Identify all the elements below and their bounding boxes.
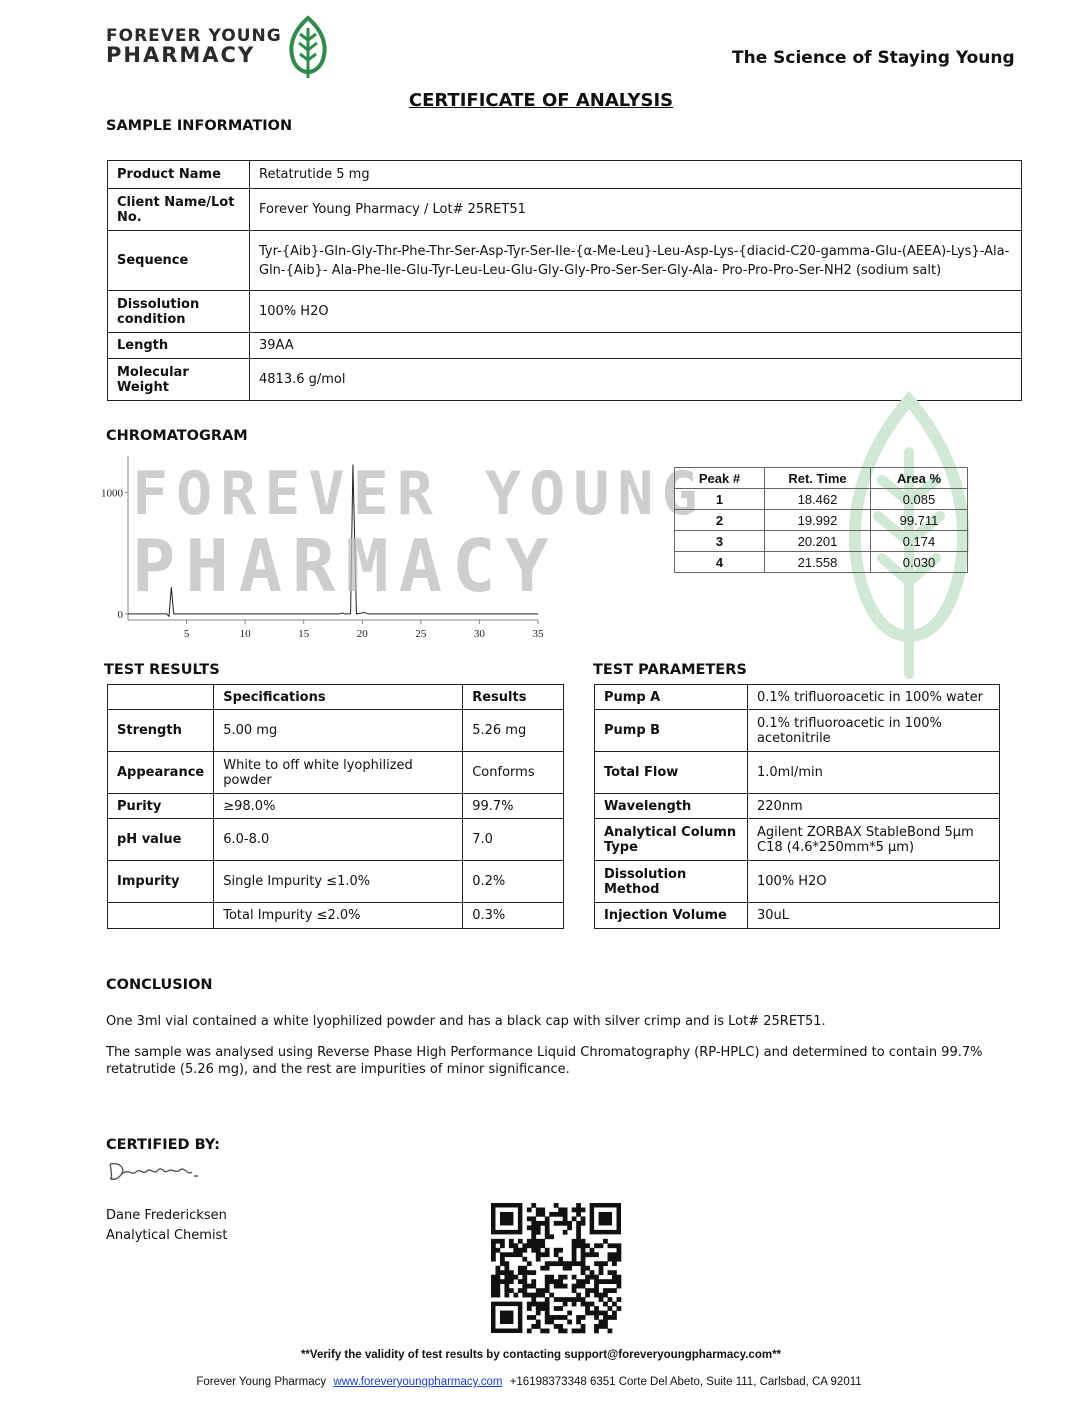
conclusion-heading: CONCLUSION	[106, 977, 213, 993]
table-row	[108, 819, 564, 861]
result-spec: ≥98.0%	[214, 794, 463, 819]
sample-value: 100% H2O	[250, 291, 1022, 333]
qr-code-icon	[491, 1203, 621, 1333]
certifier-name: Dane Fredericksen	[106, 1208, 227, 1223]
peak-header: Area %	[871, 468, 968, 489]
result-spec: 5.00 mg	[214, 710, 463, 752]
table-row	[108, 752, 564, 794]
certifier-role: Analytical Chemist	[106, 1228, 228, 1243]
param-label: Pump B	[595, 710, 748, 752]
table-row	[595, 752, 1000, 794]
series-line	[128, 465, 538, 617]
result-spec: White to off white lyophilized powder	[214, 752, 463, 794]
param-label: Analytical Column Type	[595, 819, 748, 861]
sample-value: Tyr-{Aib}-Gln-Gly-Thr-Phe-Thr-Ser-Asp-Tyr-Ser-Ile-{α-Me-Leu}-Leu-Asp-Lys-{diacid-C20-gamma-Glu-(AEEA)-Lys}-Ala-Gln-{Aib}- Ala-Phe-Ile-Glu-Tyr-Leu-Leu-Glu-Gly-Gly-Pro-Ser-Ser-Gly-Ala- Pro-Pro-Pro-Ser-NH2 (sodium salt)	[250, 231, 1022, 291]
table-row	[595, 685, 1000, 710]
footer-contact: +16198373348 6351 Corte Del Abeto, Suite 111, Carlsbad, CA 92011	[509, 1376, 862, 1388]
table-row	[595, 710, 1000, 752]
logo	[106, 28, 336, 80]
peak-cell: 1	[675, 489, 765, 510]
peak-cell: 0.085	[871, 489, 968, 510]
result-label: Purity	[108, 794, 214, 819]
param-label: Dissolution Method	[595, 861, 748, 903]
conclusion-para2: The sample was analysed using Reverse Phase High Performance Liquid Chromatography (RP-HPLC) and determined to contain 99.7% retatrutide (5.26 mg), and the rest are impurities of minor significance.	[106, 1045, 983, 1077]
table-row	[108, 685, 564, 710]
tagline: The Science of Staying Young	[732, 48, 1015, 68]
param-value: 30uL	[748, 903, 1000, 929]
peak-cell: 3	[675, 531, 765, 552]
x-tick-label: 10	[239, 628, 251, 640]
param-value: 1.0ml/min	[748, 752, 1000, 794]
conclusion-para1: One 3ml vial contained a white lyophilized powder and has a black cap with silver crimp and is Lot# 25RET51.	[106, 1014, 826, 1029]
table-row	[675, 510, 968, 531]
table-row	[595, 861, 1000, 903]
sample-information-table	[107, 160, 1022, 401]
x-tick-label: 30	[473, 628, 485, 640]
table-row	[108, 161, 1022, 189]
sample-label: Dissolution condition	[108, 291, 250, 333]
result-value: 7.0	[463, 819, 564, 861]
param-value: 0.1% trifluoroacetic in 100% acetonitrile	[748, 710, 1000, 752]
table-row	[108, 710, 564, 752]
chromatogram-plot	[101, 456, 544, 640]
param-value: Agilent ZORBAX StableBond 5μm C18 (4.6*250mm*5 μm)	[748, 819, 1000, 861]
sample-label: Product Name	[108, 161, 250, 189]
x-tick-label: 20	[356, 628, 368, 640]
table-row	[675, 489, 968, 510]
param-label: Injection Volume	[595, 903, 748, 929]
peak-cell: 18.462	[765, 489, 871, 510]
param-label: Wavelength	[595, 794, 748, 819]
results-header: Specifications	[214, 685, 463, 710]
logo-line2: PHARMACY	[106, 43, 256, 67]
page-title: CERTIFICATE OF ANALYSIS	[408, 90, 674, 111]
sample-information-heading: SAMPLE INFORMATION	[106, 118, 293, 134]
leaf-logo-icon	[284, 14, 332, 80]
logo-line1: FOREVER YOUNG	[106, 26, 282, 46]
peak-cell: 0.030	[871, 552, 968, 573]
result-label: pH value	[108, 819, 214, 861]
param-value: 220nm	[748, 794, 1000, 819]
verify-note: **Verify the validity of test results by contacting support@foreveryoungpharmacy.com**	[300, 1349, 782, 1361]
table-row	[108, 291, 1022, 333]
test-parameters-table	[594, 684, 1000, 929]
peak-table	[674, 467, 968, 573]
sample-value: 39AA	[250, 333, 1022, 359]
table-row	[108, 861, 564, 903]
result-value: 99.7%	[463, 794, 564, 819]
result-value: Conforms	[463, 752, 564, 794]
sample-label: Molecular Weight	[108, 359, 250, 401]
param-value: 0.1% trifluoroacetic in 100% water	[748, 685, 1000, 710]
table-row	[108, 333, 1022, 359]
y-tick-label: 0	[117, 608, 123, 621]
test-parameters-heading: TEST PARAMETERS	[593, 662, 747, 678]
table-row	[108, 189, 1022, 231]
x-tick-label: 25	[415, 628, 427, 640]
watermark-line2: PHARMACY	[132, 524, 559, 608]
website-link[interactable]: www.foreveryoungpharmacy.com	[333, 1376, 503, 1388]
sample-value: Retatrutide 5 mg	[250, 161, 1022, 189]
result-value: 0.2%	[463, 861, 564, 903]
result-spec: 6.0-8.0	[214, 819, 463, 861]
results-header	[108, 685, 214, 710]
result-spec: Total Impurity ≤2.0%	[214, 903, 463, 929]
table-row	[108, 903, 564, 929]
table-row	[595, 903, 1000, 929]
table-row	[108, 794, 564, 819]
footer-line	[0, 1376, 1058, 1388]
table-row	[675, 531, 968, 552]
table-row	[675, 468, 968, 489]
results-header: Results	[463, 685, 564, 710]
result-label: Appearance	[108, 752, 214, 794]
sample-label: Client Name/Lot No.	[108, 189, 250, 231]
certified-by-heading: CERTIFIED BY:	[106, 1137, 220, 1153]
y-tick-label: 1000	[101, 487, 123, 500]
sample-value: Forever Young Pharmacy / Lot# 25RET51	[250, 189, 1022, 231]
result-value: 5.26 mg	[463, 710, 564, 752]
table-row	[595, 794, 1000, 819]
result-label: Strength	[108, 710, 214, 752]
chromatogram-chart	[101, 452, 548, 652]
peak-header: Ret. Time	[765, 468, 871, 489]
result-spec: Single Impurity ≤1.0%	[214, 861, 463, 903]
x-tick-label: 35	[532, 628, 544, 640]
watermark-line1: FOREVER YOUNG	[132, 459, 706, 529]
result-label	[108, 903, 214, 929]
table-row	[108, 231, 1022, 291]
signature-icon	[106, 1158, 206, 1184]
result-value: 0.3%	[463, 903, 564, 929]
param-value: 100% H2O	[748, 861, 1000, 903]
sample-label: Length	[108, 333, 250, 359]
peak-cell: 21.558	[765, 552, 871, 573]
peak-cell: 99.711	[871, 510, 968, 531]
peak-cell: 0.174	[871, 531, 968, 552]
result-label: Impurity	[108, 861, 214, 903]
peak-cell: 4	[675, 552, 765, 573]
peak-cell: 20.201	[765, 531, 871, 552]
chromatogram-heading: CHROMATOGRAM	[106, 428, 248, 444]
x-tick-label: 15	[298, 628, 310, 640]
peak-header: Peak #	[675, 468, 765, 489]
table-row	[675, 552, 968, 573]
table-row	[595, 819, 1000, 861]
peak-cell: 19.992	[765, 510, 871, 531]
footer-company: Forever Young Pharmacy	[196, 1376, 327, 1388]
sample-value: 4813.6 g/mol	[250, 359, 1022, 401]
test-results-table	[107, 684, 564, 929]
test-results-heading: TEST RESULTS	[104, 662, 220, 678]
sample-label: Sequence	[108, 231, 250, 291]
param-label: Total Flow	[595, 752, 748, 794]
peak-cell: 2	[675, 510, 765, 531]
param-label: Pump A	[595, 685, 748, 710]
x-tick-label: 5	[183, 628, 190, 640]
